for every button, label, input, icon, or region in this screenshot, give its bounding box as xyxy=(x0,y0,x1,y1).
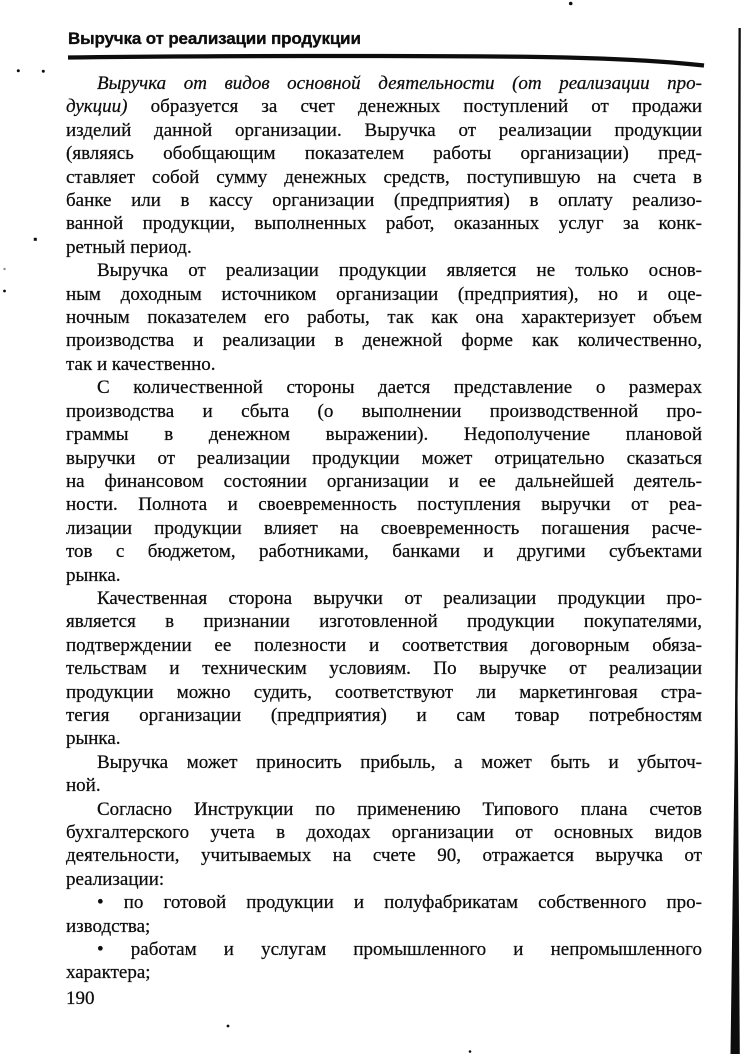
bullet-item xyxy=(66,938,702,985)
text-line xyxy=(66,587,702,610)
text-segment: банке или в кассу организации (предприятия) в оплату реализо- xyxy=(66,190,702,212)
text-line xyxy=(66,376,702,399)
paragraph xyxy=(66,259,702,376)
text-segment: деятельности, учитываемых на счете 90, отражается выручка от xyxy=(66,845,702,867)
text-line xyxy=(66,844,702,867)
text-line xyxy=(66,891,702,914)
text-line xyxy=(66,259,702,282)
paragraph xyxy=(66,376,702,587)
scan-speck xyxy=(227,1025,230,1028)
header-rule xyxy=(68,56,704,66)
text-line xyxy=(66,517,702,540)
scan-speck xyxy=(3,268,5,270)
text-line xyxy=(66,189,702,212)
text-line xyxy=(66,634,702,657)
text-segment: С количественной стороны дается представление о размерах xyxy=(97,377,702,399)
text-line xyxy=(66,751,702,774)
text-line xyxy=(66,470,702,493)
text-line xyxy=(66,283,702,306)
text-segment: (являясь обобщающим показателем работы организации) пред- xyxy=(66,143,702,165)
text-line xyxy=(66,212,702,235)
paragraph xyxy=(66,72,702,259)
paragraph xyxy=(66,587,702,751)
text-segment: изделий данной организации. Выручка от реализации продукции xyxy=(66,119,702,141)
text-segment: тов с бюджетом, работниками, банками и другими субъектами xyxy=(66,541,702,563)
text-line xyxy=(66,798,702,821)
text-segment: Выручка может приносить прибыль, а может быть и убыточ- xyxy=(97,751,702,773)
paragraph xyxy=(66,798,702,892)
scan-speck xyxy=(3,290,6,293)
text-segment: рынка. xyxy=(66,564,121,586)
text-line xyxy=(66,540,702,563)
text-segment: является в признании изготовленной продукции покупателями, xyxy=(66,611,702,633)
text-line xyxy=(66,119,702,142)
text-line xyxy=(66,423,702,446)
text-segment: производства и сбыта (о выполнении производственной про- xyxy=(66,400,702,422)
text-segment: продукции можно судить, соответствуют ли маркетинговая стра- xyxy=(66,681,702,703)
text-line xyxy=(66,400,702,423)
text-line xyxy=(66,353,702,376)
text-segment: на финансовом состоянии организации и ее дальнейшей деятель- xyxy=(66,470,702,492)
text-line xyxy=(66,610,702,633)
text-line xyxy=(66,142,702,165)
text-segment: образуется за счет денежных поступлений от продажи xyxy=(127,96,702,118)
scan-speck xyxy=(34,238,37,241)
scan-speck xyxy=(469,1050,472,1053)
text-segment: ности. Полнота и своевременность поступления выручки от реа- xyxy=(66,494,702,516)
text-line xyxy=(66,961,702,984)
text-segment: Качественная сторона выручки от реализации продукции про- xyxy=(97,587,702,609)
text-line xyxy=(66,72,702,95)
text-line xyxy=(66,564,702,587)
scan-speck xyxy=(42,70,45,73)
text-segment: • работам и услугам промышленного и непромышленного xyxy=(97,939,702,961)
text-segment: характера; xyxy=(66,962,151,984)
text-segment: ставляет собой сумму денежных средств, поступившую на счета в xyxy=(66,166,702,188)
text-segment: ночным показателем его работы, так как она характеризует объем xyxy=(66,307,702,329)
scan-speck xyxy=(17,69,20,72)
text-line xyxy=(66,681,702,704)
text-segment: так и качественно. xyxy=(66,353,216,375)
running-header-title: Выручка от реализации продукции xyxy=(68,29,361,48)
text-segment: производства и реализации в денежной форме как количественно, xyxy=(66,330,702,352)
text-line xyxy=(66,868,702,891)
text-segment: лизации продукции влияет на своевременность погашения расче- xyxy=(66,517,702,539)
text-segment: граммы в денежном выражении). Недополучение плановой xyxy=(66,424,702,446)
text-line xyxy=(66,447,702,470)
text-line xyxy=(66,727,702,750)
text-segment: выручки от реализации продукции может отрицательно сказаться xyxy=(66,447,702,469)
text-line xyxy=(66,329,702,352)
text-line xyxy=(66,166,702,189)
text-line xyxy=(66,774,702,797)
page-number: 190 xyxy=(66,988,95,1009)
text-segment: рынка. xyxy=(66,728,121,750)
text-line xyxy=(66,704,702,727)
scan-speck xyxy=(569,2,573,6)
text-segment: • по готовой продукции и полуфабрикатам собственного про- xyxy=(97,892,702,914)
text-segment: ным доходным источником организации (предприятия), но и оце- xyxy=(66,283,702,305)
text-block xyxy=(66,72,702,985)
text-segment: подтверждении ее полезности и соответствия договорным обяза- xyxy=(66,634,702,656)
text-line xyxy=(66,821,702,844)
text-segment: ванной продукции, выполненных работ, оказанных услуг за конк- xyxy=(66,213,702,235)
text-line xyxy=(66,938,702,961)
text-line xyxy=(66,236,702,259)
text-segment: реализации: xyxy=(66,868,165,890)
text-segment: Выручка от реализации продукции является не только основ- xyxy=(97,260,702,282)
text-segment: ной. xyxy=(66,775,101,797)
running-header xyxy=(68,29,361,49)
text-segment: ретный период. xyxy=(66,236,192,258)
italic-text-segment: Выручка от видов основной деятельности (от реализации про- xyxy=(97,73,702,94)
paragraph xyxy=(66,751,702,798)
text-segment: изводства; xyxy=(66,915,151,937)
text-segment: тегия организации (предприятия) и сам товар потребностям xyxy=(66,704,702,726)
text-segment: тельствам и техническим условиям. По выручке от реализации xyxy=(66,658,702,680)
text-line xyxy=(66,493,702,516)
text-line xyxy=(66,657,702,680)
italic-text-segment: дукции) xyxy=(66,96,128,118)
bullet-item xyxy=(66,891,702,938)
page-edge-scan-line xyxy=(731,28,741,1054)
text-line xyxy=(66,915,702,938)
text-line xyxy=(66,95,702,118)
text-segment: Согласно Инструкции по применению Типового плана счетов xyxy=(97,798,702,820)
text-segment: бухгалтерского учета в доходах организации от основных видов xyxy=(66,822,702,843)
text-line xyxy=(66,306,702,329)
